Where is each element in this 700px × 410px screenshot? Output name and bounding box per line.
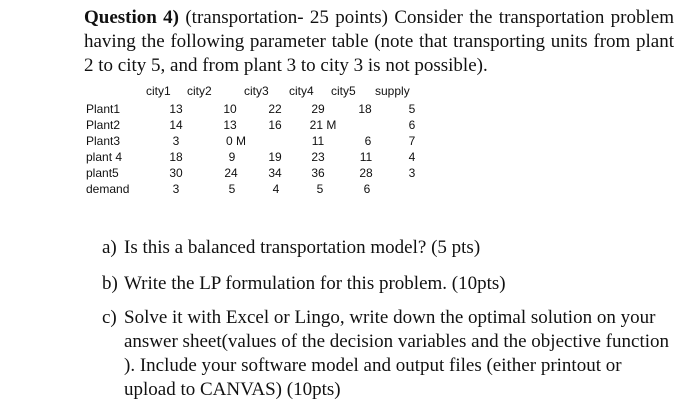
cell-plant5-city5: 28 [359, 166, 373, 180]
header-city5: city5 [331, 84, 356, 98]
question-item-a [102, 236, 672, 260]
row-label-plant5: plant5 [86, 166, 119, 180]
question-label-b: b) [102, 273, 118, 294]
question-list [102, 236, 672, 402]
cell-plant5-city3: 34 [268, 166, 282, 180]
cell-plant3-city5: 6 [364, 134, 372, 148]
cell-plant3-city4: 11 [311, 134, 325, 148]
row-label-plant1: Plant1 [86, 102, 121, 116]
cell-plant4-city3: 19 [268, 150, 282, 164]
question-item-b [102, 272, 672, 296]
cell-demand-city2: 5 [228, 182, 236, 196]
cell-plant4-city2: 9 [228, 150, 236, 164]
cell-demand-city5: 6 [363, 182, 371, 196]
row-label-plant3: Plant3 [86, 134, 121, 148]
cell-plant1-city4: 29 [311, 102, 325, 116]
cell-plant5-city1: 30 [169, 166, 183, 180]
cell-plant1-city5: 18 [358, 102, 372, 116]
row-label-plant2: Plant2 [86, 118, 121, 132]
cell-plant5-city2: 24 [224, 166, 238, 180]
cell-plant2-city4: 21 M [309, 118, 337, 132]
cell-plant1-city1: 13 [169, 102, 183, 116]
question-text-a: Is this a balanced transportation model? (5 pts) [124, 237, 481, 258]
cell-plant1-city2: 10 [223, 102, 237, 116]
cell-plant1-city3: 22 [268, 102, 282, 116]
question-text-b: Write the LP formulation for this problem. (10pts) [124, 273, 506, 294]
header-city1: city1 [146, 84, 171, 98]
question-label-c: c) [102, 307, 117, 328]
header-city4: city4 [289, 84, 314, 98]
cell-demand-city4: 5 [316, 182, 324, 196]
cell-plant4-city4: 23 [311, 150, 325, 164]
cell-plant2-city2: 13 [223, 118, 237, 132]
cell-plant1-supply: 5 [408, 102, 416, 116]
cell-plant5-supply: 3 [408, 166, 416, 180]
row-label-demand: demand [86, 182, 130, 196]
question-text-c: Solve it with Excel or Lingo, write down the optimal solution on your answer sheet(values of the decision variables and the objective function ). Include your software model and output files (either printout or upload to CANVAS) (10pts) [124, 307, 669, 400]
question-label-a: a) [102, 237, 117, 258]
question-title: Question 4) [84, 7, 180, 28]
row-label-plant4: plant 4 [86, 150, 123, 164]
cell-plant3-city1: 3 [172, 134, 180, 148]
cell-plant4-supply: 4 [408, 150, 416, 164]
cell-plant3-supply: 7 [408, 134, 416, 148]
cell-plant4-city1: 18 [169, 150, 183, 164]
header-supply: supply [375, 84, 410, 98]
cell-plant5-city4: 36 [311, 166, 325, 180]
cell-plant2-supply: 6 [408, 118, 416, 132]
cell-demand-city3: 4 [272, 182, 280, 196]
cell-plant2-city3: 16 [268, 118, 282, 132]
cell-plant3-city2: 0 M [225, 134, 246, 148]
cell-plant4-city5: 11 [359, 150, 373, 164]
cell-plant2-city1: 14 [169, 118, 183, 132]
cell-demand-city1: 3 [172, 182, 180, 196]
header-city3: city3 [244, 84, 269, 98]
question-text: (transportation- 25 points) Consider the transportation problem having the following parameter table (note that transporting units from plant 2 to city 5, and from plant 3 to city 3 is not possible). [84, 7, 674, 76]
question-item-c [102, 306, 672, 402]
header-city2: city2 [187, 84, 212, 98]
